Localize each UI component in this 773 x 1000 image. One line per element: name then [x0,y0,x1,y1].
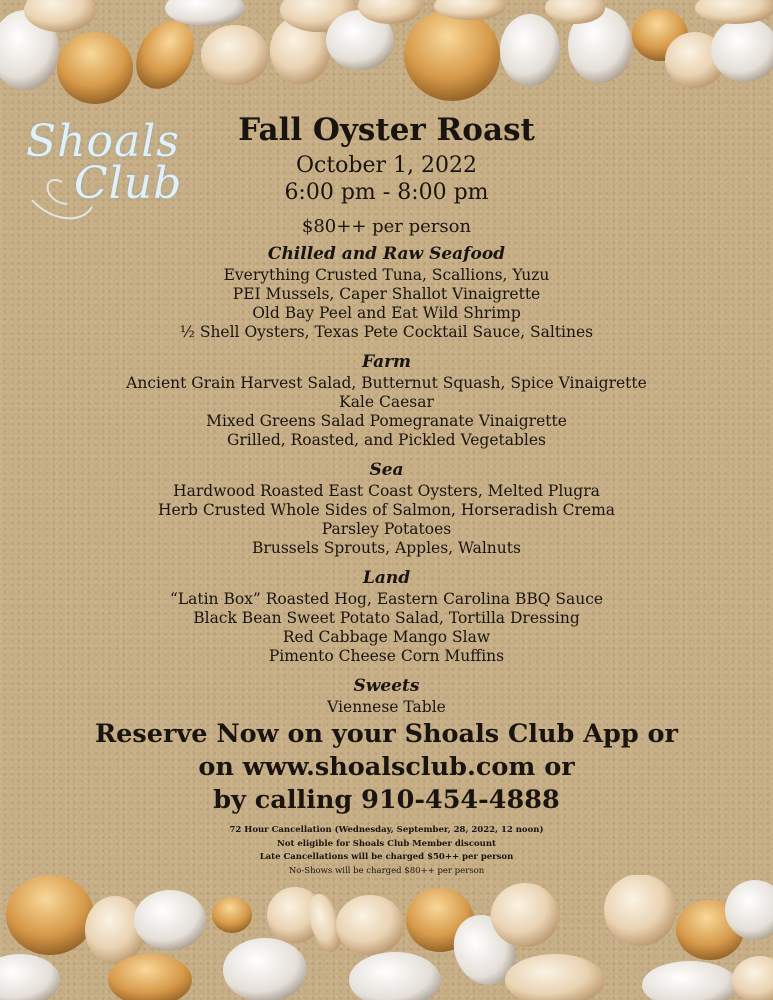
event-date: October 1, 2022 [295,153,478,178]
reserve-callout [0,719,773,816]
menu-item: ½ Shell Oysters, Texas Pete Cocktail Sauce, Saltines [179,323,594,341]
event-price: $80++ per person [301,216,472,237]
menu-item: Pimento Cheese Corn Muffins [268,647,505,665]
menu-item: Grilled, Roasted, and Pickled Vegetables [226,431,546,449]
logo-line1: Shoals [26,116,180,167]
menu-section-sea [0,458,773,558]
menu-section-land [0,566,773,666]
menu-section-chilled [0,242,773,342]
cancellation-policy: 72 Hour Cancellation (Wednesday, September, 28, 2022, 12 noon) [229,825,544,835]
bottom-shell-border [0,875,773,1000]
menu-section-farm [0,350,773,450]
reserve-line-2: on www.shoalsclub.com or [198,752,575,782]
fine-print [0,824,773,878]
menu-item: Kale Caesar [339,393,434,411]
logo-line2: Club [74,158,183,209]
event-time: 6:00 pm - 8:00 pm [284,180,489,205]
menu-content [0,108,773,878]
section-heading: Chilled and Raw Seafood [267,244,506,264]
menu-item: Black Bean Sweet Potato Salad, Tortilla Dressing [193,609,580,627]
event-title: Fall Oyster Roast [238,112,535,148]
no-show-fee: No-Shows will be charged $80++ per person [288,865,485,876]
section-heading: Sweets [353,676,420,696]
menu-section-sweets [0,674,773,717]
discount-note: Not eligible for Shoals Club Member discount [277,838,496,849]
menu-item: Brussels Sprouts, Apples, Walnuts [252,539,521,557]
menu-item: Mixed Greens Salad Pomegranate Vinaigrette [206,412,567,430]
section-heading: Sea [369,460,404,480]
menu-item: Ancient Grain Harvest Salad, Butternut Squash, Spice Vinaigrette [126,374,647,392]
menu-item: Parsley Potatoes [321,520,452,538]
menu-item: Herb Crusted Whole Sides of Salmon, Horseradish Crema [157,501,616,519]
reserve-line-3: by calling 910-454-4888 [213,785,560,815]
top-shell-border [0,0,773,110]
late-cancellation-fee: Late Cancellations will be charged $50++ per person [259,852,514,862]
menu-item: Old Bay Peel and Eat Wild Shrimp [252,304,521,322]
section-heading: Farm [361,352,412,372]
menu-item: Viennese Table [327,698,446,716]
menu-item: “Latin Box” Roasted Hog, Eastern Carolina BBQ Sauce [169,590,604,608]
menu-item: Hardwood Roasted East Coast Oysters, Melted Plugra [173,482,600,500]
menu-item: Everything Crusted Tuna, Scallions, Yuzu [223,266,550,284]
menu-item: PEI Mussels, Caper Shallot Vinaigrette [232,285,541,303]
menu-item: Red Cabbage Mango Slaw [282,628,491,646]
reserve-line-1: Reserve Now on your Shoals Club App or [94,719,678,749]
section-heading: Land [362,568,411,588]
